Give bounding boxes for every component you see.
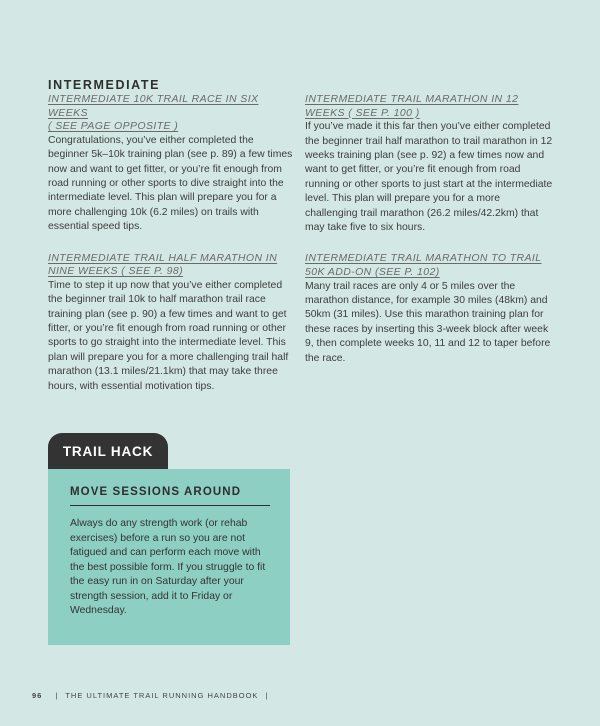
plan-heading — [305, 93, 553, 120]
trail-hack-tab: TRAIL HACK — [48, 433, 168, 469]
trail-hack-box — [48, 469, 290, 645]
plan-block — [48, 93, 296, 235]
plan-heading-line: INTERMEDIATE TRAIL MARATHON TO TRAIL — [305, 252, 542, 265]
plan-heading-line: NINE WEEKS ( SEE P. 98) — [48, 265, 184, 278]
plan-block — [48, 252, 296, 394]
plan-heading-line: INTERMEDIATE TRAIL MARATHON IN 12 — [305, 93, 519, 105]
plan-block — [305, 252, 553, 366]
plan-body: If you’ve made it this far then you’ve either completed the beginner trail half marathon to trail marathon in 12 weeks training plan (see p. 92) a few times now and want to get fitter, or you’re fit enough from road running or other sports to just start at the intermediate level. This plan will prepare you for a more challenging trail marathon (26.2 miles/42.2km) that may take five to six hours. — [305, 121, 553, 234]
book-title: THE ULTIMATE TRAIL RUNNING HANDBOOK — [65, 691, 259, 700]
plan-heading-line: 50K ADD-ON (SEE P. 102) — [305, 266, 440, 279]
plan-heading-line: INTERMEDIATE TRAIL HALF MARATHON IN — [48, 251, 278, 264]
trail-hack-body: Always do any strength work (or rehab exercises) before a run so you are not fatigued and can perform each move with the best possible form. If you struggle to fit the easy run in on Saturday after your strength session, add it to Friday or Wednesday. — [70, 518, 266, 616]
plan-heading — [48, 252, 296, 279]
plan-heading — [305, 252, 553, 279]
plan-heading-line: WEEKS ( SEE P. 100 ) — [305, 106, 420, 119]
plan-body: Many trail races are only 4 or 5 miles over the marathon distance, for example 30 miles (48km) and 50km (31 miles). Use this marathon training plan for these races by inserting this 3-week block after week 9, then complete weeks 10, 11 and 12 to taper before the race. — [305, 280, 551, 364]
section-title: INTERMEDIATE — [48, 78, 161, 92]
plan-heading-line: INTERMEDIATE 10K TRAIL RACE IN SIX WEEKS — [48, 93, 259, 119]
plan-body: Time to step it up now that you’ve either completed the beginner trail 10k to half marathon trail race training plan (see p. 90) a few times and want to get fitter, or you’re fit enough from road running or other sports to go straight into the intermediate level. This plan will prepare you for a more challenging trail half marathon (13.1 miles/21.1km) that may take three hours, with essential motivation tips. — [48, 279, 289, 392]
trail-hack-title: MOVE SESSIONS AROUND — [70, 486, 242, 498]
plan-heading — [48, 93, 296, 134]
page-number: 96 — [32, 691, 43, 700]
footer-separator: | — [265, 691, 269, 700]
divider — [70, 505, 270, 506]
plan-body: Congratulations, you’ve either completed the beginner 5k–10k training plan (see p. 89) a few times now and want to get fitter, or you’re fit enough from road running or other sports to dive straight into the intermediate level. This plan will prepare you for a more challenging 10k (6.2 miles) on trails with essential speed tips. — [48, 134, 293, 233]
plan-heading-line: ( SEE PAGE OPPOSITE ) — [48, 120, 179, 133]
footer-separator: | — [55, 691, 59, 700]
plan-block — [305, 93, 553, 235]
left-column — [48, 93, 296, 394]
page-footer — [32, 691, 272, 700]
right-column — [305, 93, 553, 366]
